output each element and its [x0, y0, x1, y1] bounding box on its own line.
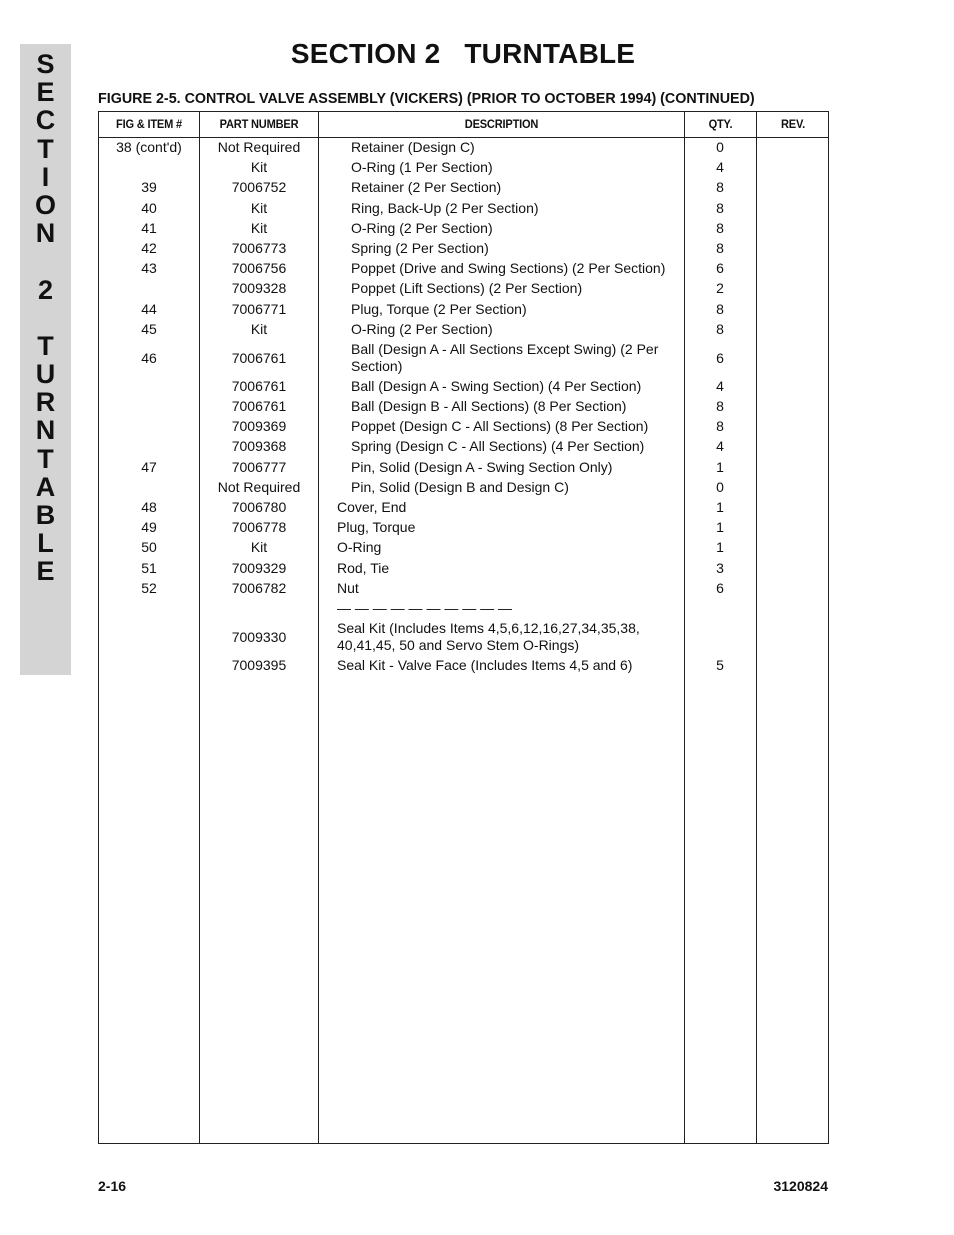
description-cell: Nut: [337, 579, 359, 596]
part-number-cell: 7009329: [231, 559, 287, 576]
description-cell: Plug, Torque (2 Per Section): [351, 300, 527, 317]
part-number-cell: 7009330: [231, 629, 287, 646]
fig-item-cell: 47: [141, 458, 157, 475]
header-fig-item: FIG & ITEM #: [116, 117, 182, 131]
qty-cell: 8: [716, 398, 724, 415]
fig-item-cell: 46: [141, 349, 157, 366]
side-tab-letter: N: [35, 415, 56, 446]
description-cell: O-Ring (1 Per Section): [351, 159, 493, 176]
qty-cell: 6: [716, 349, 724, 366]
fig-item-cell: 48: [141, 499, 157, 515]
description-cell: O-Ring (2 Per Section): [351, 219, 493, 236]
page-title: SECTION 2 TURNTABLE: [290, 38, 636, 69]
description-cell: O-Ring: [337, 539, 382, 556]
side-tab-letter: S: [36, 49, 55, 79]
table-row: [99, 499, 830, 519]
description-cell: O-Ring (2 Per Section): [351, 320, 493, 337]
table-row: [99, 301, 830, 321]
description-cell: Ball (Design A - Swing Section) (4 Per Section): [351, 377, 642, 394]
side-tab-letter: E: [36, 77, 55, 108]
table-row: [99, 560, 830, 580]
fig-item-cell: 50: [141, 539, 157, 556]
side-tab-letter: N: [35, 218, 56, 249]
fig-item-cell: 49: [141, 519, 157, 536]
part-number-cell: Kit: [250, 199, 268, 216]
fig-item-cell: 45: [141, 320, 157, 337]
table-row: [99, 341, 830, 378]
table-row: [99, 159, 830, 179]
part-number-cell: Kit: [250, 539, 268, 556]
qty-cell: 8: [716, 219, 724, 236]
fig-item-cell: 44: [141, 300, 157, 317]
description-cell: Seal Kit (Includes Items 4,5,6,12,16,27,34,35,38, 40,41,45, 50 and Servo Stem O-Rings): [337, 620, 640, 654]
table-row: [99, 280, 830, 300]
side-tab-letter: C: [35, 105, 56, 136]
table-row: [99, 321, 830, 341]
part-number-cell: 7006761: [231, 349, 287, 366]
side-tab-letter: U: [35, 359, 56, 390]
part-number-cell: 7009328: [231, 280, 287, 297]
table-row: [99, 620, 830, 657]
qty-cell: 4: [716, 438, 724, 455]
qty-cell: 0: [716, 478, 724, 495]
fig-item-cell: 40: [141, 199, 157, 216]
parts-table: [98, 111, 829, 1144]
side-tab-letter: 2: [37, 274, 54, 305]
qty-cell: 8: [716, 300, 724, 317]
qty-cell: 5: [716, 657, 724, 674]
table-row: [99, 240, 830, 260]
qty-cell: 3: [716, 559, 724, 576]
part-number-cell: Kit: [250, 320, 268, 337]
description-cell: Spring (Design C - All Sections) (4 Per Section): [351, 438, 645, 455]
part-number-cell: 7009369: [231, 418, 287, 435]
description-cell: Rod, Tie: [337, 559, 390, 576]
table-row: [99, 220, 830, 240]
qty-cell: 8: [716, 179, 724, 196]
description-cell: Retainer (Design C): [351, 139, 475, 155]
side-tab-letter: O: [34, 189, 56, 220]
side-tab-letters: [20, 50, 71, 586]
figure-caption: FIGURE 2-5. CONTROL VALVE ASSEMBLY (VICKERS) (PRIOR TO OCTOBER 1994) (CONTINUED): [98, 91, 755, 107]
part-number-cell: 7006761: [231, 398, 287, 415]
table-row: [99, 418, 830, 438]
side-tab-letter: T: [37, 133, 54, 164]
side-tab-letter: E: [36, 556, 55, 587]
description-cell: Seal Kit - Valve Face (Includes Items 4,5 and 6): [337, 657, 633, 674]
table-row: [99, 657, 830, 677]
part-number-cell: 7006756: [231, 260, 287, 277]
table-row: [99, 580, 830, 600]
description-cell: Ball (Design A - All Sections Except Swing) (2 Per Section): [351, 340, 659, 374]
part-number-cell: Not Required: [217, 478, 301, 495]
qty-cell: 8: [716, 239, 724, 256]
qty-cell: 1: [716, 519, 724, 536]
part-number-cell: Not Required: [217, 139, 301, 155]
qty-cell: 6: [716, 579, 724, 596]
part-number-cell: 7006761: [231, 377, 287, 394]
table-body: [99, 139, 830, 677]
qty-cell: 1: [716, 458, 724, 475]
fig-item-cell: 42: [141, 239, 157, 256]
qty-cell: 4: [716, 377, 724, 394]
header-divider: [99, 137, 828, 138]
description-cell: Plug, Torque: [337, 519, 416, 536]
qty-cell: 4: [716, 159, 724, 176]
side-tab-letter: T: [37, 443, 54, 474]
table-row: [99, 519, 830, 539]
table-row: [99, 200, 830, 220]
table-row: [99, 260, 830, 280]
qty-cell: 1: [716, 539, 724, 556]
section-side-tab: [20, 44, 71, 675]
part-number-cell: 7006773: [231, 239, 287, 256]
description-cell: — — — — — — — — — —: [337, 599, 513, 616]
qty-cell: 2: [716, 280, 724, 297]
part-number-cell: 7009395: [231, 657, 287, 674]
description-cell: Pin, Solid (Design B and Design C): [351, 478, 569, 495]
qty-cell: 8: [716, 199, 724, 216]
fig-item-cell: 51: [141, 559, 157, 576]
table-row: [99, 398, 830, 418]
table-row: [99, 378, 830, 398]
side-tab-letter: I: [41, 161, 50, 192]
description-cell: Pin, Solid (Design A - Swing Section Only): [351, 458, 613, 475]
table-row: [99, 139, 830, 159]
side-tab-letter: A: [35, 471, 56, 502]
part-number-cell: 7006752: [231, 179, 287, 196]
page-number: 2-16: [98, 1178, 127, 1194]
table-row: [99, 539, 830, 559]
header-qty: QTY.: [708, 117, 733, 131]
description-cell: Poppet (Design C - All Sections) (8 Per Section): [351, 418, 649, 435]
part-number-cell: Kit: [250, 219, 268, 236]
table-row: [99, 459, 830, 479]
description-cell: Spring (2 Per Section): [351, 239, 489, 256]
part-number-cell: 7006780: [231, 499, 287, 515]
side-tab-letter: B: [35, 500, 56, 530]
part-number-cell: 7009368: [231, 438, 287, 455]
description-cell: Cover, End: [337, 499, 407, 515]
part-number-cell: 7006782: [231, 579, 287, 596]
table-row: [99, 600, 830, 620]
qty-cell: 0: [716, 139, 724, 155]
fig-item-cell: 52: [141, 579, 157, 596]
table-row: [99, 179, 830, 199]
header-part-number: PART NUMBER: [219, 117, 299, 131]
part-number-cell: Kit: [250, 159, 268, 176]
header-rev: REV.: [780, 117, 806, 131]
description-cell: Ring, Back-Up (2 Per Section): [351, 199, 539, 216]
header-description: DESCRIPTION: [464, 117, 539, 131]
description-cell: Poppet (Drive and Swing Sections) (2 Per Section): [351, 260, 666, 277]
table-row: [99, 479, 830, 499]
qty-cell: 6: [716, 260, 724, 277]
side-tab-letter: L: [37, 528, 54, 559]
table-row: [99, 438, 830, 458]
part-number-cell: 7006778: [231, 519, 287, 536]
document-number: 3120824: [773, 1178, 828, 1194]
qty-cell: 8: [716, 320, 724, 337]
part-number-cell: 7006777: [231, 458, 287, 475]
description-cell: Poppet (Lift Sections) (2 Per Section): [351, 280, 583, 297]
fig-item-cell: 39: [141, 179, 157, 196]
fig-item-cell: 38 (cont'd): [116, 139, 182, 155]
description-cell: Ball (Design B - All Sections) (8 Per Section): [351, 398, 627, 415]
description-cell: Retainer (2 Per Section): [351, 179, 502, 196]
qty-cell: 8: [716, 418, 724, 435]
side-tab-letter: R: [35, 387, 56, 418]
part-number-cell: 7006771: [231, 300, 287, 317]
fig-item-cell: 41: [141, 219, 157, 236]
qty-cell: 1: [716, 499, 724, 515]
side-tab-letter: T: [37, 330, 54, 361]
fig-item-cell: 43: [141, 260, 157, 277]
